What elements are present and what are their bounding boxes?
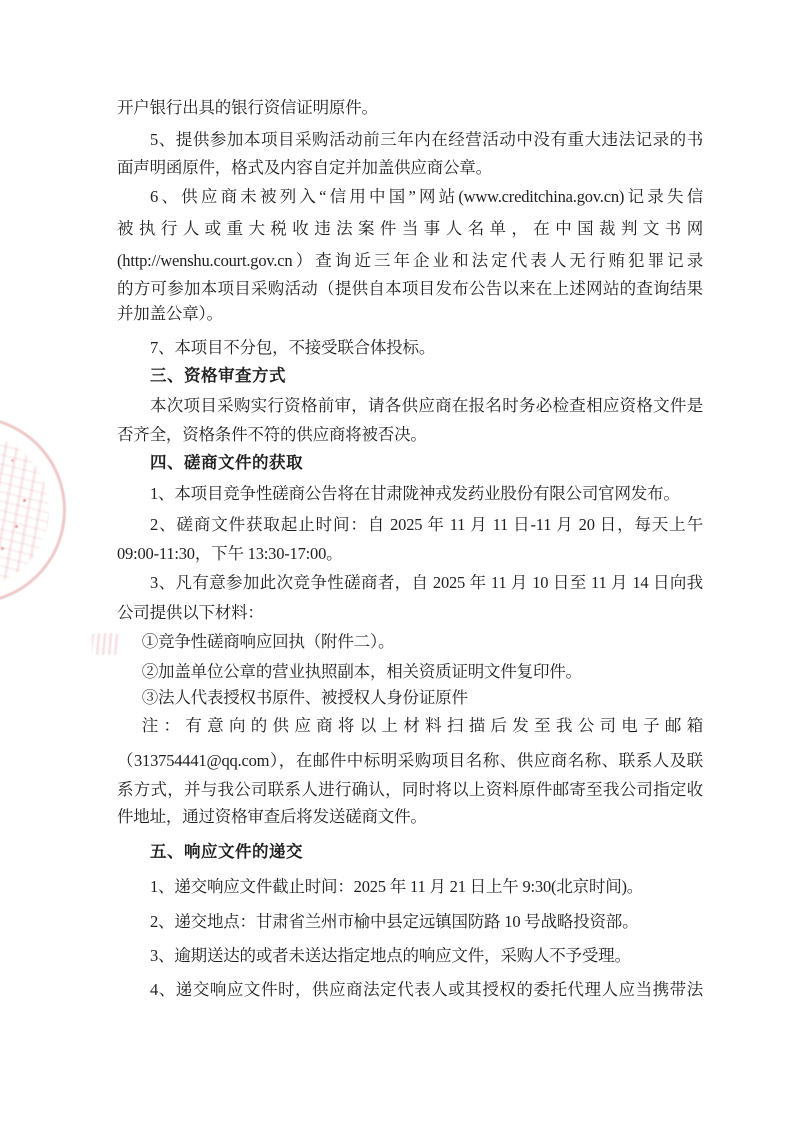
body-line: 件地址，通过资格审查后将发送磋商文件。 [117, 807, 427, 826]
body-line: 1、本项目竞争性磋商公告将在甘肃陇神戎发药业股份有限公司官网发布。 [150, 484, 680, 503]
ink-smudge [92, 633, 118, 655]
body-line: 1、递交响应文件截止时间：2025 年 11 月 21 日上午 9:30(北京时间)。 [150, 877, 644, 896]
body-line: 公司提供以下材料： [117, 603, 264, 622]
body-line: 3、逾期送达的或者未送达指定地点的响应文件，采购人不予受理。 [150, 946, 631, 965]
seal-inner-texture [0, 433, 49, 587]
body-line: 的方可参加本项目采购活动（提供自本项目发布公告以来在上述网站的查询结果 [117, 279, 703, 298]
body-line: 并加盖公章）。 [117, 304, 223, 323]
body-line: (http://wenshu.court.gov.cn）查询近三年企业和法定代表人无行贿犯罪记录 [117, 251, 703, 270]
body-line: 09:00-11:30，下午 13:30-17:00。 [117, 544, 343, 563]
seal-ink-speckles [23, 499, 26, 502]
body-line: 系方式，并与我公司联系人进行确认，同时将以上资料原件邮寄至我公司指定收 [117, 780, 703, 799]
body-line: 面声明函原件，格式及内容自定并加盖供应商公章。 [117, 158, 492, 177]
body-line: （313754441@qq.com），在邮件中标明采购项目名称、供应商名称、联系人及联 [117, 751, 703, 770]
body-line: 5、提供参加本项目采购活动前三年内在经营活动中没有重大违法记录的书 [150, 130, 703, 149]
section-heading: 三、资格审查方式 [150, 367, 286, 385]
body-line: 本次项目采购实行资格前审，请各供应商在报名时务必检查相应资格文件是 [150, 396, 703, 415]
body-line: 2、递交地点：甘肃省兰州市榆中县定远镇国防路 10 号战略投资部。 [150, 912, 639, 931]
body-line: 3、凡有意参加此次竞争性磋商者，自 2025 年 11 月 10 日至 11 月 14 日向我 [150, 573, 703, 592]
body-line: 开户银行出具的银行资信证明原件。 [117, 98, 378, 117]
body-line: 被执行人或重大税收违法案件当事人名单，在中国裁判文书网 [117, 219, 703, 238]
note-line: 注：有意向的供应商将以上材料扫描后发至我公司电子邮箱 [141, 716, 703, 735]
body-line: 4、递交响应文件时，供应商法定代表人或其授权的委托代理人应当携带法 [150, 980, 703, 999]
list-item: ②加盖单位公章的营业执照副本，相关资质证明文件复印件。 [141, 662, 582, 681]
body-line: 否齐全，资格条件不符的供应商将被否决。 [117, 425, 427, 444]
list-item: ①竞争性磋商响应回执（附件二）。 [141, 632, 395, 651]
body-line: 6、供应商未被列入“信用中国”网站(www.creditchina.gov.cn)记录失信 [150, 187, 703, 206]
section-heading: 四、磋商文件的获取 [150, 454, 303, 472]
body-line: 2、磋商文件获取起止时间：自 2025 年 11 月 11 日-11 月 20 日，每天上午 [150, 515, 703, 534]
company-seal-stamp-icon [0, 416, 66, 604]
body-line: 7、本项目不分包，不接受联合体投标。 [150, 338, 436, 357]
section-heading: 五、响应文件的递交 [150, 843, 303, 861]
list-item: ③法人代表授权书原件、被授权人身份证原件 [141, 688, 468, 707]
